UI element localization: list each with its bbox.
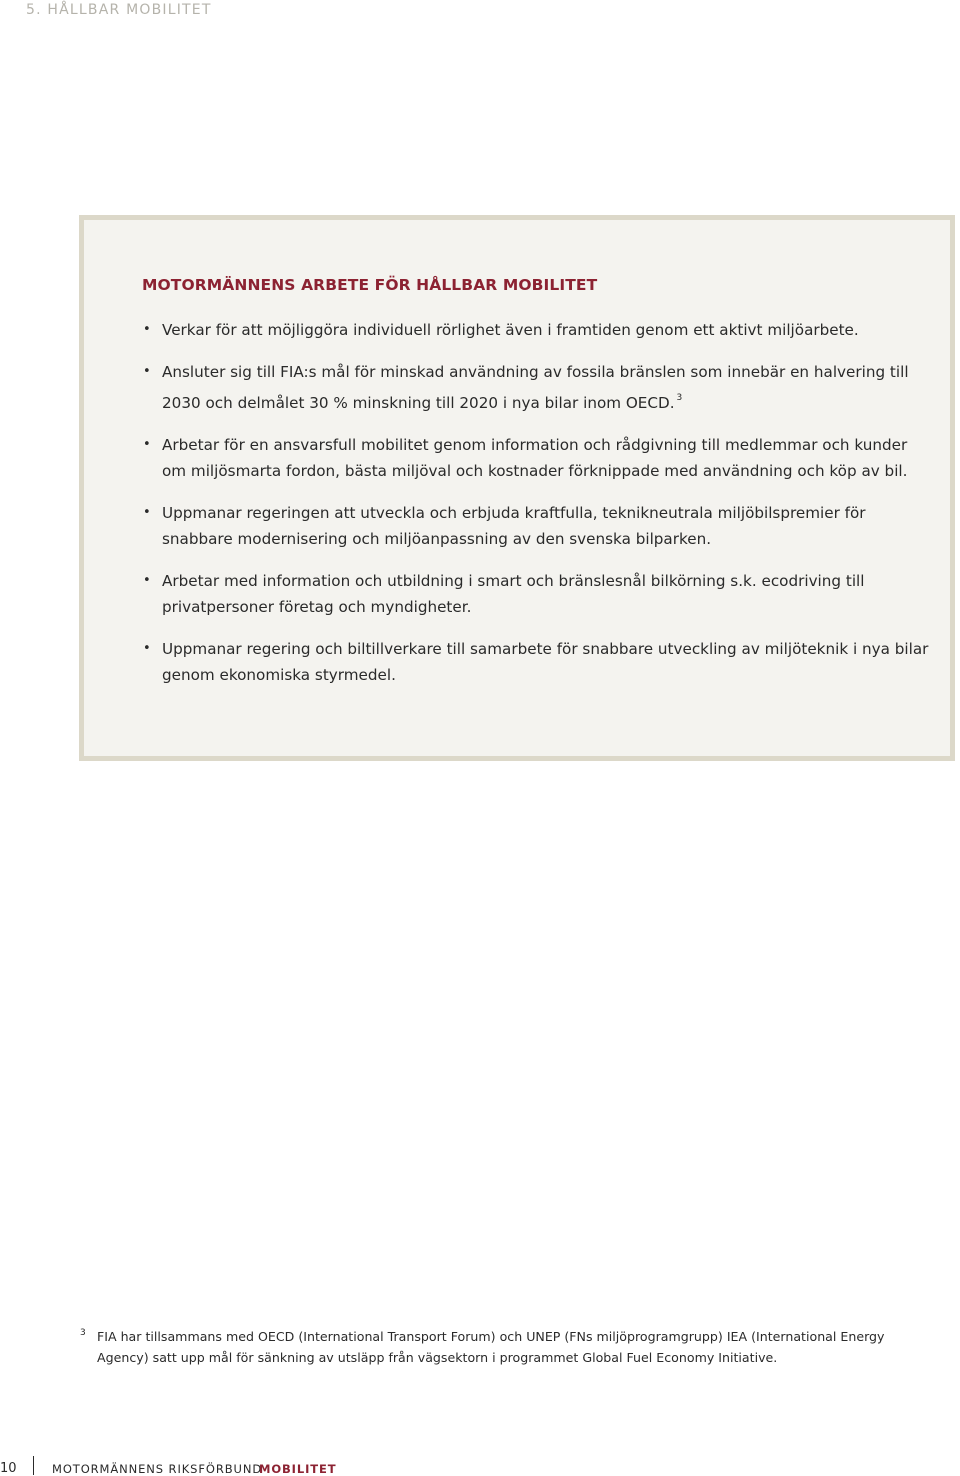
list-item xyxy=(142,432,932,484)
footnote xyxy=(80,1326,910,1368)
footnote-mark: 3 xyxy=(80,1328,86,1338)
bullet-icon: • xyxy=(143,505,151,520)
list-item xyxy=(142,317,932,343)
bullet-icon: • xyxy=(143,364,151,379)
bullet-text: Uppmanar regering och biltillverkare till samarbete för snabbare utveckling av miljöteknik i nya bilar genom ekonomiska styrmedel. xyxy=(162,640,929,684)
section-header: 5. HÅLLBAR MOBILITET xyxy=(26,2,212,18)
bullet-text: Arbetar med information och utbildning i smart och bränslesnål bilkörning s.k. ecodriving till privatpersoner företag och myndigheter. xyxy=(162,572,865,616)
page-footer xyxy=(0,1461,960,1475)
bullet-icon: • xyxy=(143,322,151,337)
footer-section: MOBILITET xyxy=(259,1462,337,1476)
info-box xyxy=(79,215,955,761)
bullet-icon: • xyxy=(143,573,151,588)
footer-organization: MOTORMÄNNENS RIKSFÖRBUND xyxy=(52,1462,263,1476)
bullet-text: Verkar för att möjliggöra individuell rörlighet även i framtiden genom ett aktivt miljöarbete. xyxy=(162,321,859,339)
footnote-text: FIA har tillsammans med OECD (International Transport Forum) och UNEP (FNs miljöprogramgrupp) IEA (International Energy Agency) satt upp mål för sänkning av utsläpp från vägsektorn i programmet Global Fuel Economy Initiative. xyxy=(97,1329,885,1365)
list-item xyxy=(142,568,932,620)
bullet-icon: • xyxy=(143,641,151,656)
list-item xyxy=(142,636,932,688)
page-number: 10 xyxy=(0,1461,17,1476)
bullet-list xyxy=(142,317,932,704)
list-item xyxy=(142,359,932,416)
bullet-text: Arbetar för en ansvarsfull mobilitet genom information och rådgivning till medlemmar och kunder om miljösmarta fordon, bästa miljöval och kostnader förknippade med användning och köp av bil. xyxy=(162,436,908,480)
box-title: MOTORMÄNNENS ARBETE FÖR HÅLLBAR MOBILITET xyxy=(142,276,598,294)
bullet-icon: • xyxy=(143,437,151,452)
bullet-text: Ansluter sig till FIA:s mål för minskad användning av fossila bränslen som innebär en halvering till 2030 och delmålet 30 % minskning till 2020 i nya bilar inom OECD. xyxy=(162,363,909,412)
bullet-text: Uppmanar regeringen att utveckla och erbjuda kraftfulla, teknikneutrala miljöbilspremier för snabbare modernisering och miljöanpassning av den svenska bilparken. xyxy=(162,504,866,548)
list-item xyxy=(142,500,932,552)
footnote-reference[interactable]: 3 xyxy=(676,393,683,403)
